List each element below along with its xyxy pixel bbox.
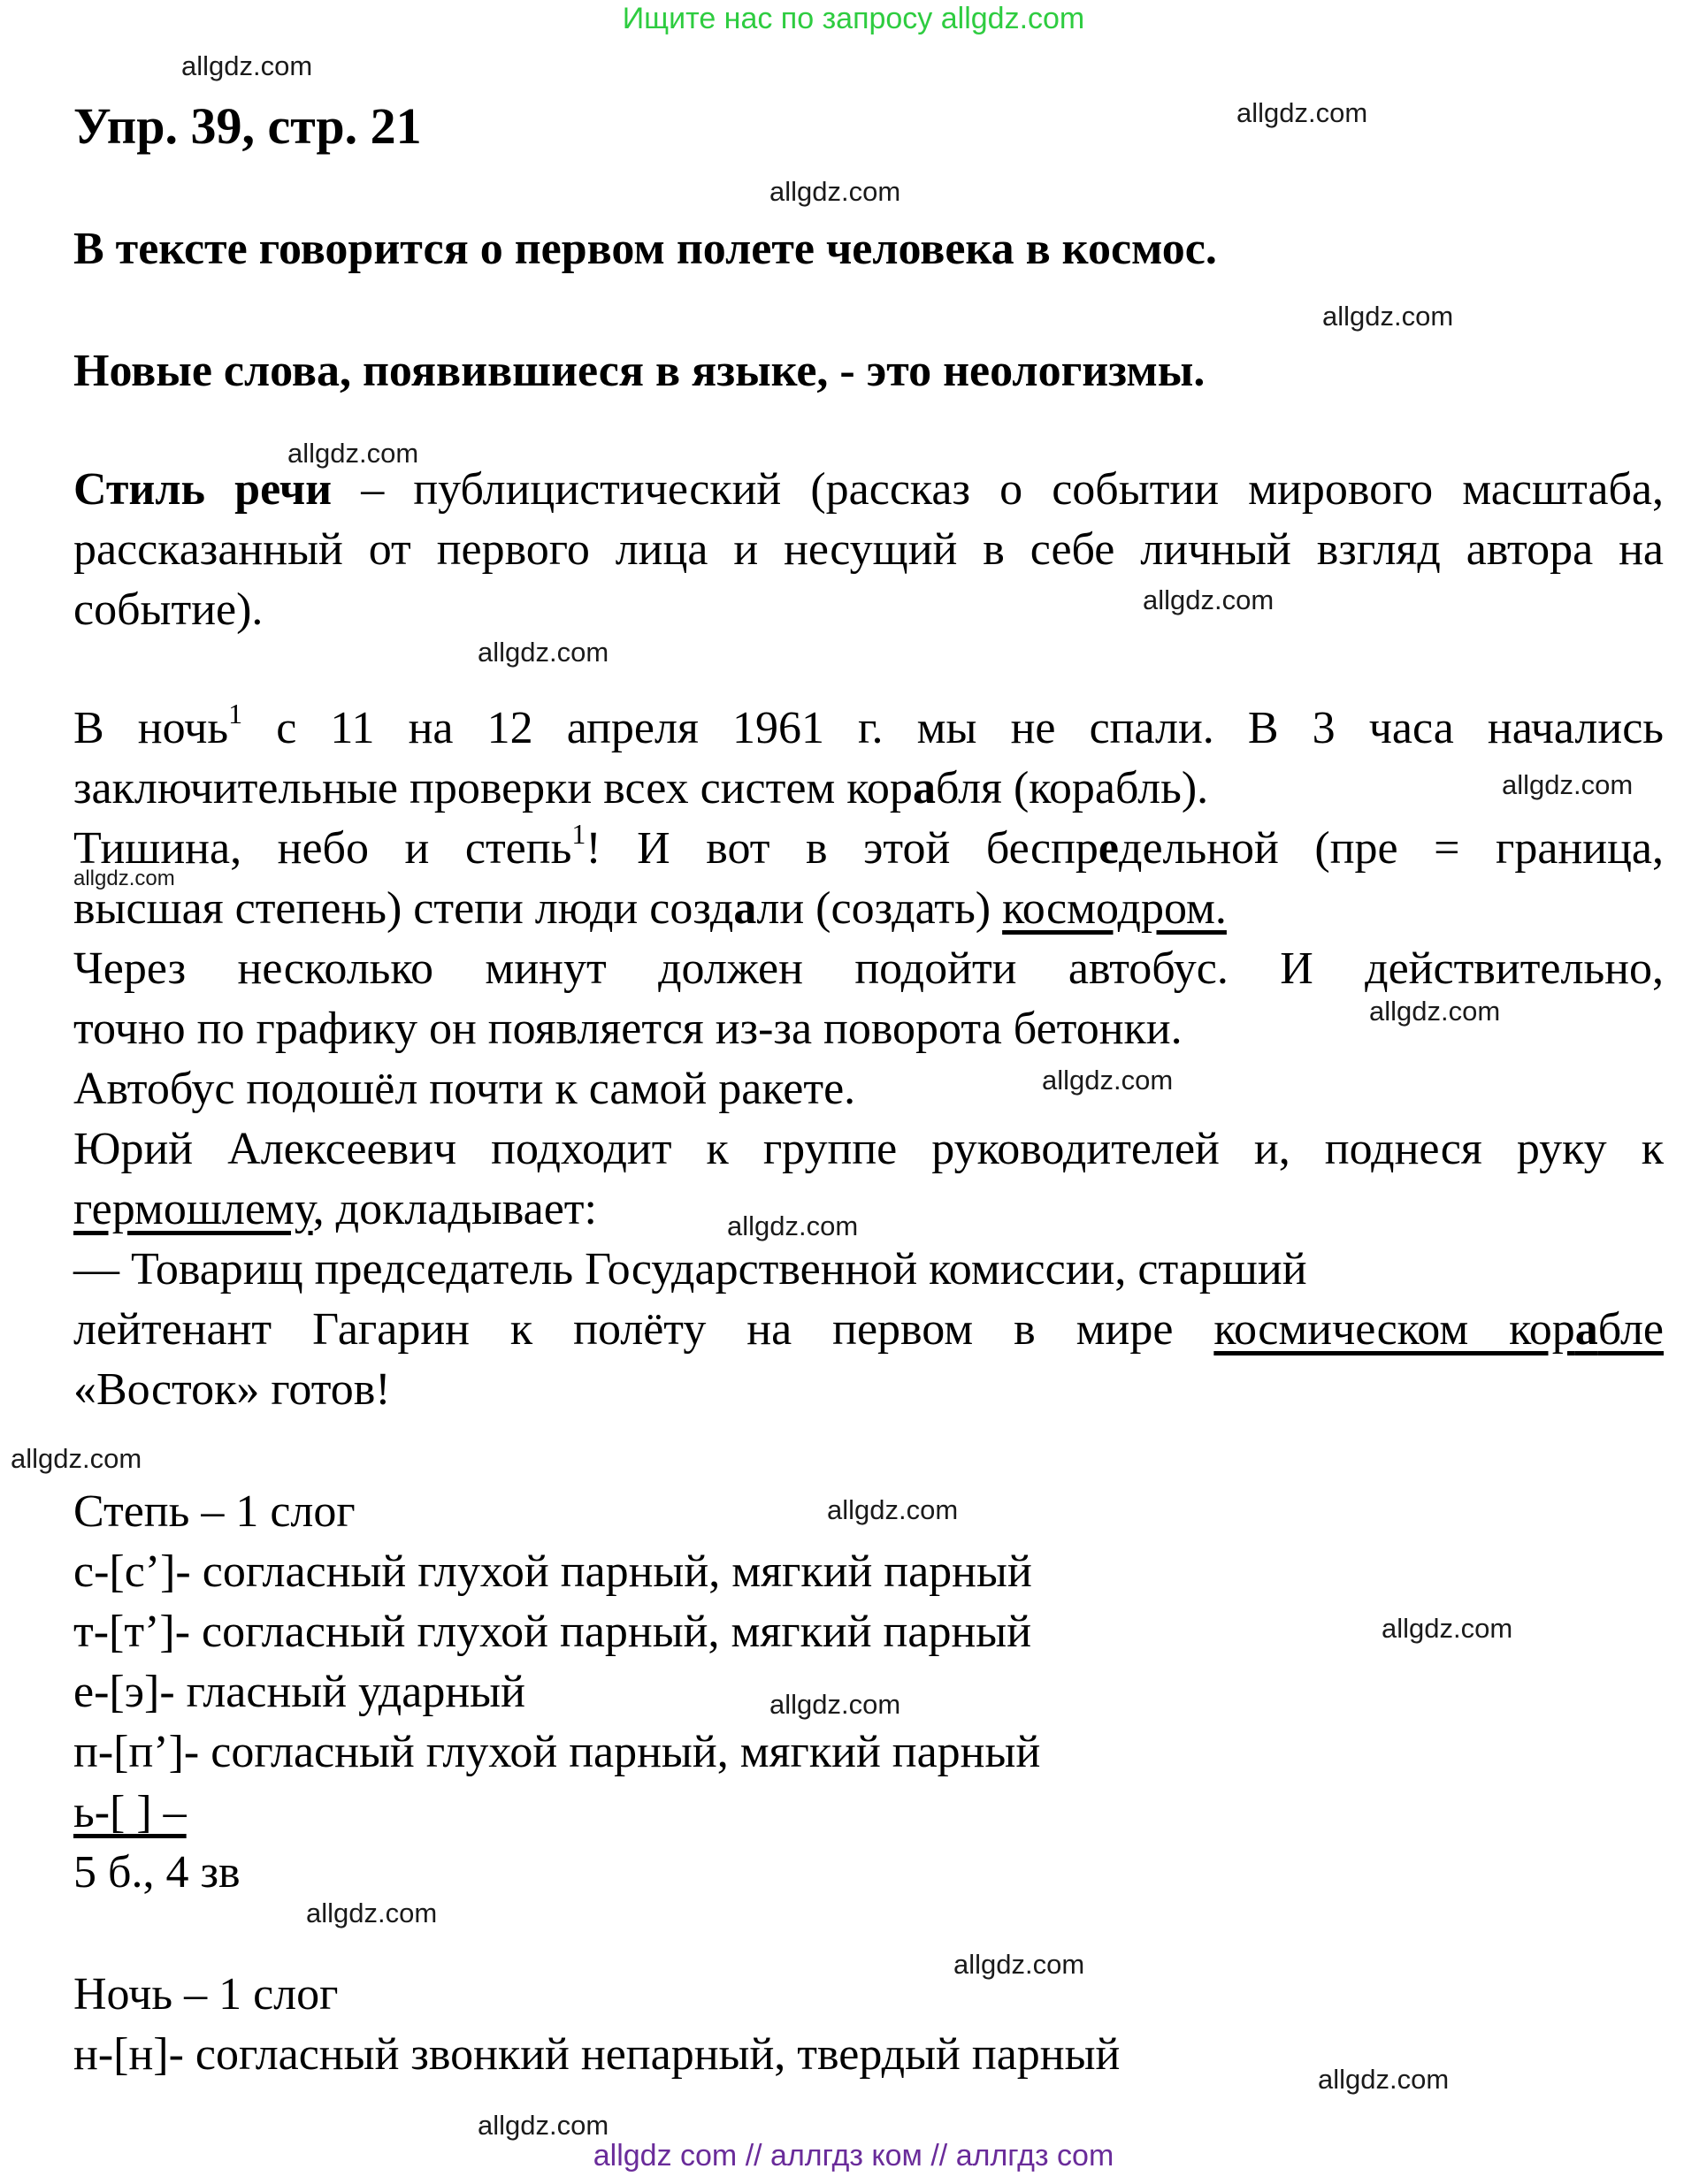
watermark: allgdz.com — [287, 438, 419, 469]
story-text: ли (создать) — [756, 883, 1003, 934]
story-text: заключительные проверки всех систем кор — [73, 763, 913, 813]
stressed-letter: а — [1574, 1304, 1598, 1355]
story-text: , докладывает: — [312, 1184, 597, 1234]
watermark: allgdz.com — [1236, 97, 1368, 128]
topic-statement: В тексте говорится о первом полете человека в космос. — [73, 224, 1217, 274]
style-text: – публицистический (рассказ о событии мирового масштаба, рассказанный от первого лица и несущий в себе личный взгляд автора на событие). — [73, 464, 1664, 635]
watermark: allgdz.com — [478, 2110, 609, 2141]
analysis-line: п-[п’]- согласный глухой парный, мягкий парный — [73, 1727, 1041, 1777]
story-text: бля (корабль). — [935, 763, 1209, 813]
watermark: allgdz.com — [953, 1949, 1085, 1980]
underlined-word: гермошлему — [73, 1184, 313, 1234]
style-label: Стиль речи — [73, 464, 333, 515]
letter-sound-count: 5 б., 4 зв — [73, 1847, 241, 1898]
style-paragraph — [73, 460, 1664, 640]
watermark: allgdz.com — [1143, 584, 1275, 615]
footnote-marker: 1 — [571, 817, 586, 850]
watermark: allgdz.com — [1318, 2064, 1450, 2095]
watermark: allgdz.com — [73, 867, 175, 890]
watermark: allgdz.com — [769, 1689, 901, 1720]
stressed-letter: а — [733, 883, 757, 934]
analysis-line: т-[т’]- согласный глухой парный, мягкий парный — [73, 1607, 1032, 1657]
story-text: высшая степень) степи люди созд — [73, 883, 734, 934]
stressed-letter: а — [912, 763, 936, 813]
top-banner: Ищите нас по запросу allgdz.com — [622, 2, 1085, 35]
story-line: точно по графику он появляется из-за поворота бетонки. — [73, 1004, 1183, 1054]
analysis-header: Ночь – 1 слог — [73, 1969, 339, 2020]
watermark: allgdz.com — [11, 1443, 142, 1474]
watermark: allgdz.com — [1322, 301, 1454, 332]
story-line: Через несколько минут должен подойти автобус. И действительно, — [73, 943, 1664, 994]
watermark: allgdz.com — [769, 176, 901, 207]
underlined-phrase — [1213, 1304, 1664, 1355]
watermark: allgdz.com — [181, 50, 313, 81]
watermark: allgdz.com — [827, 1494, 959, 1525]
story-line — [73, 879, 1227, 939]
story-text: В ночь — [73, 703, 229, 753]
watermark: allgdz.com — [1382, 1613, 1513, 1644]
story-line — [73, 819, 1664, 879]
analysis-line: н-[н]- согласный звонкий непарный, твердый парный — [73, 2029, 1121, 2080]
page-title: Упр. 39, стр. 21 — [73, 97, 422, 155]
watermark: allgdz.com — [478, 637, 609, 668]
footer-banner: allgdz com // аллгдз ком // аллгдз com — [593, 2139, 1114, 2173]
story-line — [73, 759, 1208, 819]
analysis-line: е-[э]- гласный ударный — [73, 1667, 525, 1717]
story-line — [73, 699, 1664, 759]
underlined-text: бле — [1597, 1304, 1664, 1355]
watermark: allgdz.com — [1502, 769, 1634, 800]
story-text: с 11 на 12 апреля 1961 г. мы не спали. В 3 часа начались — [242, 703, 1664, 753]
story-text: Тишина, небо и степь — [73, 823, 572, 874]
story-text: дельной (пре = граница, — [1119, 823, 1664, 874]
watermark: allgdz.com — [1369, 996, 1501, 1027]
stressed-letter: е — [1098, 823, 1119, 874]
soft-sign-line: ь-[ ] – — [73, 1787, 187, 1837]
story-line: «Восток» готов! — [73, 1364, 391, 1415]
neologisms-statement: Новые слова, появившиеся в языке, - это неологизмы. — [73, 346, 1206, 396]
footnote-marker: 1 — [228, 697, 243, 729]
watermark: allgdz.com — [727, 1210, 859, 1241]
story-line — [73, 1180, 597, 1240]
story-line: — Товарищ председатель Государственной комиссии, старший — [73, 1244, 1307, 1294]
story-line — [73, 1300, 1664, 1360]
underlined-word: космодром. — [1002, 883, 1227, 934]
watermark: allgdz.com — [306, 1898, 438, 1928]
story-text: лейтенант Гагарин к полёту на первом в мире — [73, 1304, 1214, 1355]
underlined-text: космическом кор — [1213, 1304, 1575, 1355]
watermark: allgdz.com — [1042, 1065, 1174, 1096]
analysis-line: с-[с’]- согласный глухой парный, мягкий парный — [73, 1546, 1032, 1597]
story-text: ! И вот в этой беспр — [586, 823, 1098, 874]
analysis-header: Степь – 1 слог — [73, 1486, 356, 1537]
story-line: Автобус подошёл почти к самой ракете. — [73, 1064, 856, 1114]
story-line: Юрий Алексеевич подходит к группе руководителей и, поднеся руку к — [73, 1124, 1664, 1174]
